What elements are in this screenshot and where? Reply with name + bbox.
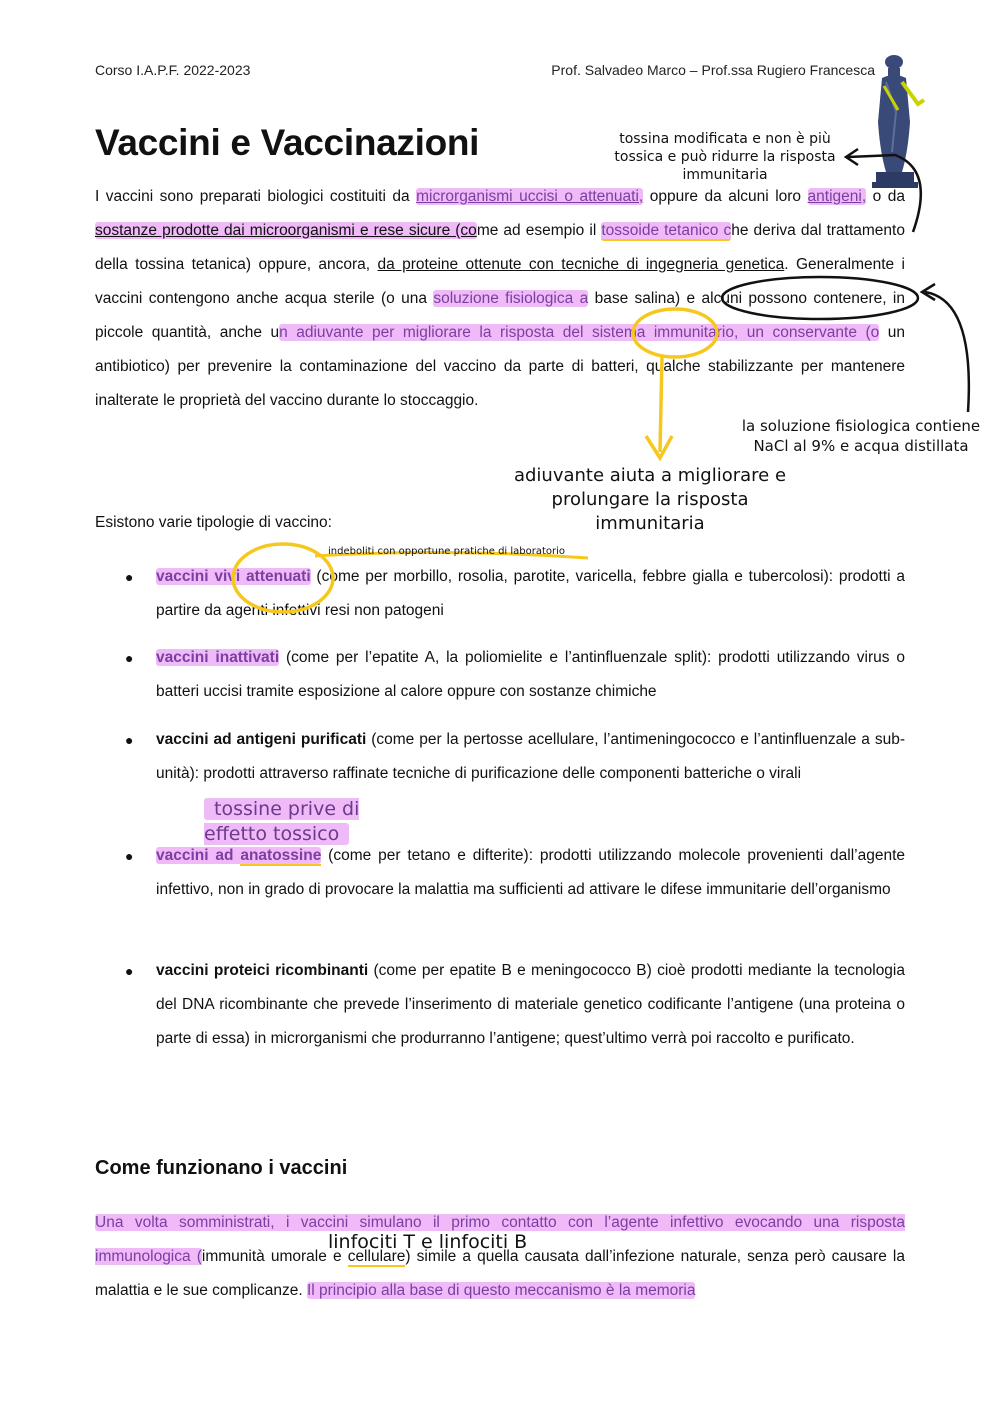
highlight-risposta: Una volta somministrati, i vaccini simulano il primo contatto con l’agente infettivo evocando una risposta immunologica ( — [95, 1214, 905, 1265]
vaccine-name: vaccini vivi attenuati — [156, 568, 311, 585]
annotation-soluzione: la soluzione fisiologica contiene NaCl al 9% e acqua distillata — [741, 417, 981, 455]
highlight-antigeni: antigeni, — [807, 188, 867, 205]
bullet-dot-icon: ● — [125, 963, 134, 979]
intro-text: oppure da alcuni loro — [643, 188, 808, 205]
intro-text: I vaccini sono preparati biologici costituiti da — [95, 188, 417, 205]
bullet-dot-icon: ● — [125, 569, 134, 585]
vaccine-name: vaccini ad antigeni purificati — [156, 731, 367, 748]
intro-text: un antibiotico) per prevenire la contaminazione del vaccino da parte di batteri, qualche stabilizzante per mantenere inalterate le proprietà del vaccino durante lo stoccaggio. — [95, 324, 905, 409]
intro-text: me ad esempio il — [476, 222, 602, 239]
annotation-tossine — [204, 797, 384, 847]
underline-proteine: da proteine ottenute con tecniche di ingegneria genetica — [377, 256, 785, 273]
intro-text: o da — [866, 188, 905, 205]
header-professors: Prof. Salvadeo Marco – Prof.ssa Rugiero Francesca — [551, 62, 875, 78]
vaccine-description: (come per la pertosse acellulare, l’antimeningococco e l’antinfluenzale a sub-unità): prodotti attraverso raffinate tecniche di purificazione delle componenti batteriche o virali — [156, 731, 905, 782]
page-title: Vaccini e Vaccinazioni — [95, 122, 480, 163]
intro-text: he deriva dal trattamento della tossina tetanica) oppure, ancora, — [95, 222, 905, 273]
header-course: Corso I.A.P.F. 2022-2023 — [95, 62, 251, 78]
vaccine-name: vaccini ad — [156, 847, 241, 864]
types-intro: Esistono varie tipologie di vaccino: — [95, 514, 332, 531]
vaccine-description: (come per morbillo, rosolia, parotite, varicella, febbre gialla e tubercolosi): prodotti a partire da agenti infettivi resi non patogeni — [156, 568, 905, 619]
annotation-tossina: tossina modificata e non è più tossica e può ridurre la risposta immunitaria — [614, 131, 836, 183]
vaccine-name: vaccini proteici ricombinanti — [156, 962, 369, 979]
underline-cellulare: cellulare — [347, 1248, 406, 1265]
annotation-tossine-text: tossine prive di effetto tossico — [204, 798, 360, 845]
highlight-principio: Il principio alla base di questo meccanismo è la memoria — [306, 1282, 696, 1299]
intro-text: base salina) e alcuni possono contenere, in piccole quantità, anche u — [95, 290, 905, 341]
highlight-soluzione: soluzione fisiologica a — [433, 290, 589, 307]
annotation-linfociti: linfociti T e linfociti B — [328, 1231, 528, 1253]
annotation-adiuvante: adiuvante aiuta a migliorare e prolungare la risposta immunitaria — [513, 465, 787, 534]
vaccine-description: (come per l’epatite A, la poliomielite e l’antinfluenzale split): prodotti utilizzando virus o batteri uccisi tramite esposizione al calore oppure con sostanze chimiche — [156, 649, 905, 700]
highlight-microrganismi: microrganismi uccisi o attenuati, — [416, 188, 644, 205]
highlight-adiuvante: n adiuvante per migliorare la risposta del sistema immunitario, un conservante (o — [279, 324, 880, 341]
vaccine-name: vaccini inattivati — [156, 649, 280, 666]
section-text: ) simile a quella causata dall’infezione naturale, senza però causare la malattia e le sue complicanze. — [95, 1248, 905, 1299]
bullet-dot-icon: ● — [125, 848, 134, 864]
annotation-indeboliti: indeboliti con opportune pratiche di laboratorio — [328, 546, 566, 557]
bullet-dot-icon: ● — [125, 732, 134, 748]
bullet-dot-icon: ● — [125, 650, 134, 666]
section-text: immunità umorale e — [201, 1248, 348, 1265]
highlight-sostanze: sostanze prodotte dai microorganismi e rese sicure (co — [95, 222, 477, 239]
highlight-tossoide: tossoide tetanico c — [601, 222, 732, 239]
vaccine-description: (come per tetano e difterite): prodotti utilizzando molecole provenienti dall’agente infettivo, non in grado di provocare la malattia ma sufficienti ad attivare le difese immunitarie dell’organismo — [156, 847, 905, 898]
vaccine-description: (come per epatite B e meningococco B) cioè prodotti mediante la tecnologia del DNA ricombinante che prevede l’inserimento di materiale genetico codificante l’antigene (una proteina o parte di essa) in microrganismi che produrranno l’antigene; quest’ultimo verrà poi raccolto e purificato. — [156, 962, 905, 1047]
vaccine-name-anatossine: anatossine — [240, 847, 322, 864]
section-title: Come funzionano i vaccini — [95, 1157, 348, 1179]
intro-text: . Generalmente i vaccini contengono anche acqua sterile (o una — [95, 256, 905, 307]
